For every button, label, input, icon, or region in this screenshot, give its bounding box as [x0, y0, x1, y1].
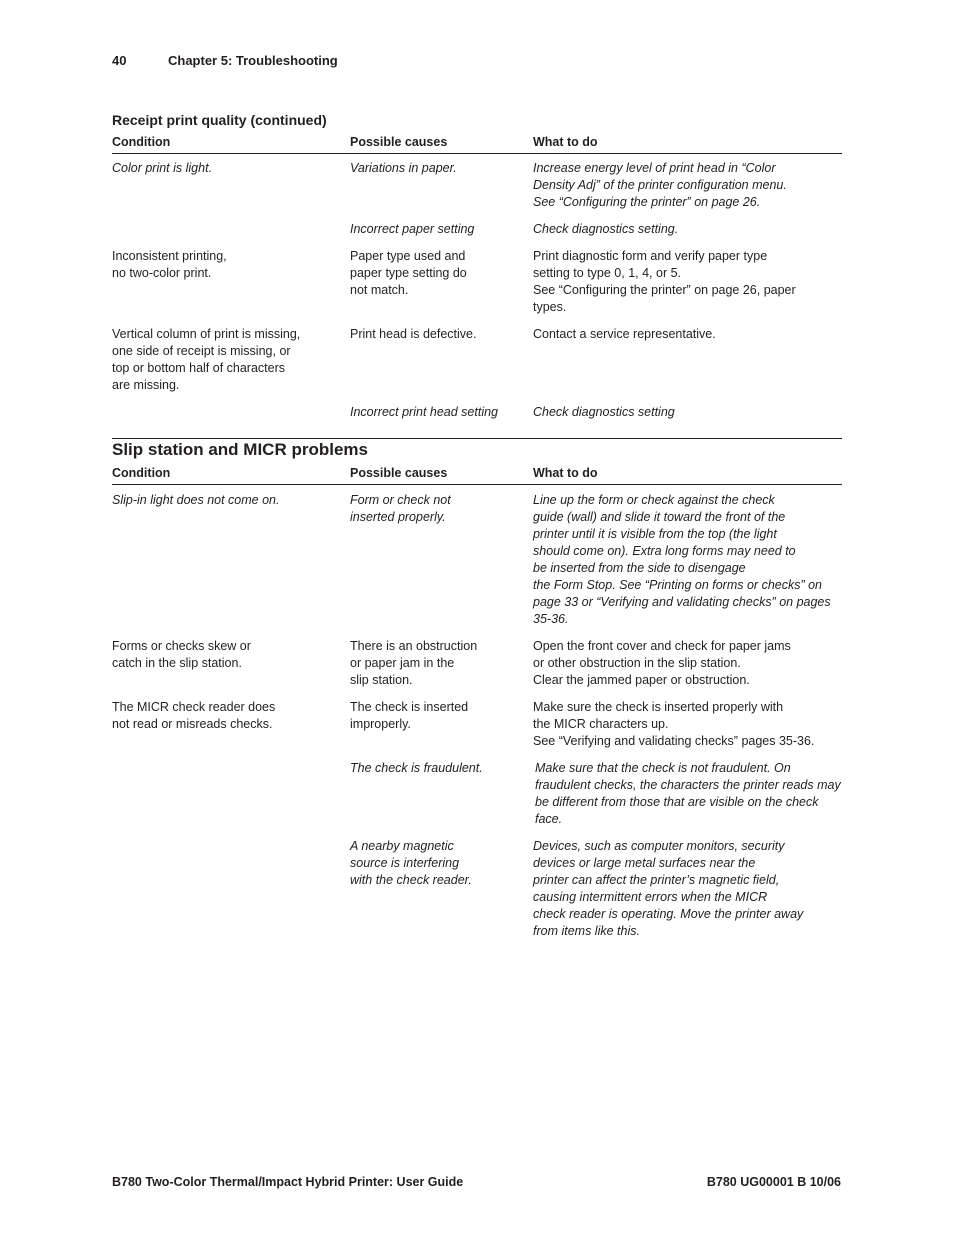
slip-row-condition	[112, 699, 342, 733]
text-line: The MICR check reader does	[112, 700, 276, 714]
chapter-title: Chapter 5: Troubleshooting	[168, 53, 338, 68]
slip-row-condition	[112, 638, 342, 672]
text-line: inserted properly.	[350, 510, 446, 524]
slip-row-todo	[533, 699, 845, 750]
receipt-row-condition	[112, 248, 342, 282]
text-line: Color print is light.	[112, 161, 213, 175]
text-line: improperly.	[350, 717, 411, 731]
text-line: catch in the slip station.	[112, 656, 242, 670]
text-line: from items like this.	[533, 924, 640, 938]
text-line: should come on). Extra long forms may need to	[533, 544, 796, 558]
slip-row-condition	[112, 492, 342, 509]
text-line: Line up the form or check against the check	[533, 493, 775, 507]
text-line: Incorrect print head setting	[350, 405, 498, 419]
slip-col-todo: What to do	[533, 466, 598, 480]
slip-row-todo	[533, 492, 845, 628]
text-line: Increase energy level of print head in “Color	[533, 161, 776, 175]
text-line: fraudulent checks, the characters the printer reads may	[535, 778, 841, 792]
slip-col-condition: Condition	[112, 466, 171, 480]
text-line: types.	[533, 300, 567, 314]
receipt-row-todo	[533, 326, 845, 343]
text-line: are missing.	[112, 378, 180, 392]
slip-row-causes	[350, 492, 525, 526]
text-line: Clear the jammed paper or obstruction.	[533, 673, 750, 687]
receipt-col-todo: What to do	[533, 135, 598, 149]
text-line: printer can affect the printer’s magnetic field,	[533, 873, 780, 887]
slip-row-todo	[535, 760, 845, 828]
text-line: See “Verifying and validating checks” pages 35-36.	[533, 734, 815, 748]
receipt-col-condition: Condition	[112, 135, 171, 149]
text-line: slip station.	[350, 673, 413, 687]
text-line: Incorrect paper setting	[350, 222, 475, 236]
receipt-row-causes	[350, 248, 525, 299]
text-line: Make sure that the check is not fraudulent. On	[535, 761, 791, 775]
text-line: printer until it is visible from the top (the light	[533, 527, 777, 541]
text-line: or other obstruction in the slip station.	[533, 656, 741, 670]
text-line: Make sure the check is inserted properly with	[533, 700, 784, 714]
text-line: source is interfering	[350, 856, 460, 870]
text-line: Forms or checks skew or	[112, 639, 251, 653]
section-divider-rule	[112, 438, 842, 439]
footer-doc-code: B780 UG00001 B 10/06	[706, 1175, 841, 1189]
text-line: not match.	[350, 283, 409, 297]
text-line: be different from those that are visible on the check	[535, 795, 819, 809]
slip-header-rule	[112, 484, 842, 485]
text-line: be inserted from the side to disengage	[533, 561, 746, 575]
text-line: Form or check not	[350, 493, 451, 507]
text-line: Print head is defective.	[350, 327, 477, 341]
text-line: or paper jam in the	[350, 656, 455, 670]
receipt-row-causes	[350, 221, 525, 238]
slip-row-todo	[533, 638, 845, 689]
text-line: Density Adj” of the printer configuration menu.	[533, 178, 787, 192]
slip-row-todo	[533, 838, 845, 940]
text-line: page 33 or “Verifying and validating checks” on pages	[533, 595, 831, 609]
text-line: See “Configuring the printer” on page 26, paper	[533, 283, 796, 297]
receipt-row-causes	[350, 326, 525, 343]
receipt-row-todo	[533, 404, 845, 421]
text-line: There is an obstruction	[350, 639, 478, 653]
text-line: The check is fraudulent.	[350, 761, 483, 775]
text-line: The check is inserted	[350, 700, 469, 714]
receipt-row-todo	[533, 248, 845, 316]
text-line: Devices, such as computer monitors, security	[533, 839, 785, 853]
text-line: one side of receipt is missing, or	[112, 344, 291, 358]
text-line: Paper type used and	[350, 249, 466, 263]
receipt-row-causes	[350, 404, 525, 421]
receipt-row-todo	[533, 221, 845, 238]
text-line: top or bottom half of characters	[112, 361, 286, 375]
text-line: check reader is operating. Move the printer away	[533, 907, 804, 921]
slip-row-causes	[350, 699, 525, 733]
text-line: Open the front cover and check for paper jams	[533, 639, 791, 653]
text-line: guide (wall) and slide it toward the front of the	[533, 510, 786, 524]
text-line: A nearby magnetic	[350, 839, 454, 853]
text-line: devices or large metal surfaces near the	[533, 856, 756, 870]
slip-section-title: Slip station and MICR problems	[112, 440, 368, 459]
text-line: 35-36.	[533, 612, 569, 626]
slip-col-causes: Possible causes	[350, 466, 448, 480]
text-line: See “Configuring the printer” on page 26.	[533, 195, 761, 209]
footer-title: B780 Two-Color Thermal/Impact Hybrid Printer: User Guide	[112, 1175, 464, 1189]
text-line: Slip-in light does not come on.	[112, 493, 280, 507]
text-line: causing intermittent errors when the MICR	[533, 890, 768, 904]
slip-row-causes	[350, 638, 525, 689]
text-line: with the check reader.	[350, 873, 472, 887]
text-line: Check diagnostics setting.	[533, 222, 679, 236]
page-number: 40	[112, 53, 127, 68]
text-line: the MICR characters up.	[533, 717, 669, 731]
receipt-row-causes	[350, 160, 525, 177]
text-line: setting to type 0, 1, 4, or 5.	[533, 266, 682, 280]
text-line: the Form Stop. See “Printing on forms or checks” on	[533, 578, 823, 592]
text-line: not read or misreads checks.	[112, 717, 273, 731]
receipt-col-causes: Possible causes	[350, 135, 448, 149]
text-line: Inconsistent printing,	[112, 249, 227, 263]
text-line: paper type setting do	[350, 266, 467, 280]
text-line: Print diagnostic form and verify paper type	[533, 249, 768, 263]
text-line: Vertical column of print is missing,	[112, 327, 301, 341]
slip-row-causes	[350, 838, 525, 889]
receipt-row-todo	[533, 160, 845, 211]
text-line: Variations in paper.	[350, 161, 457, 175]
text-line: Contact a service representative.	[533, 327, 716, 341]
receipt-row-condition	[112, 160, 342, 177]
receipt-header-rule	[112, 153, 842, 154]
receipt-section-title: Receipt print quality (continued)	[112, 112, 327, 128]
receipt-row-condition	[112, 326, 342, 394]
slip-row-causes	[350, 760, 525, 777]
text-line: Check diagnostics setting	[533, 405, 675, 419]
text-line: no two-color print.	[112, 266, 212, 280]
text-line: face.	[535, 812, 563, 826]
